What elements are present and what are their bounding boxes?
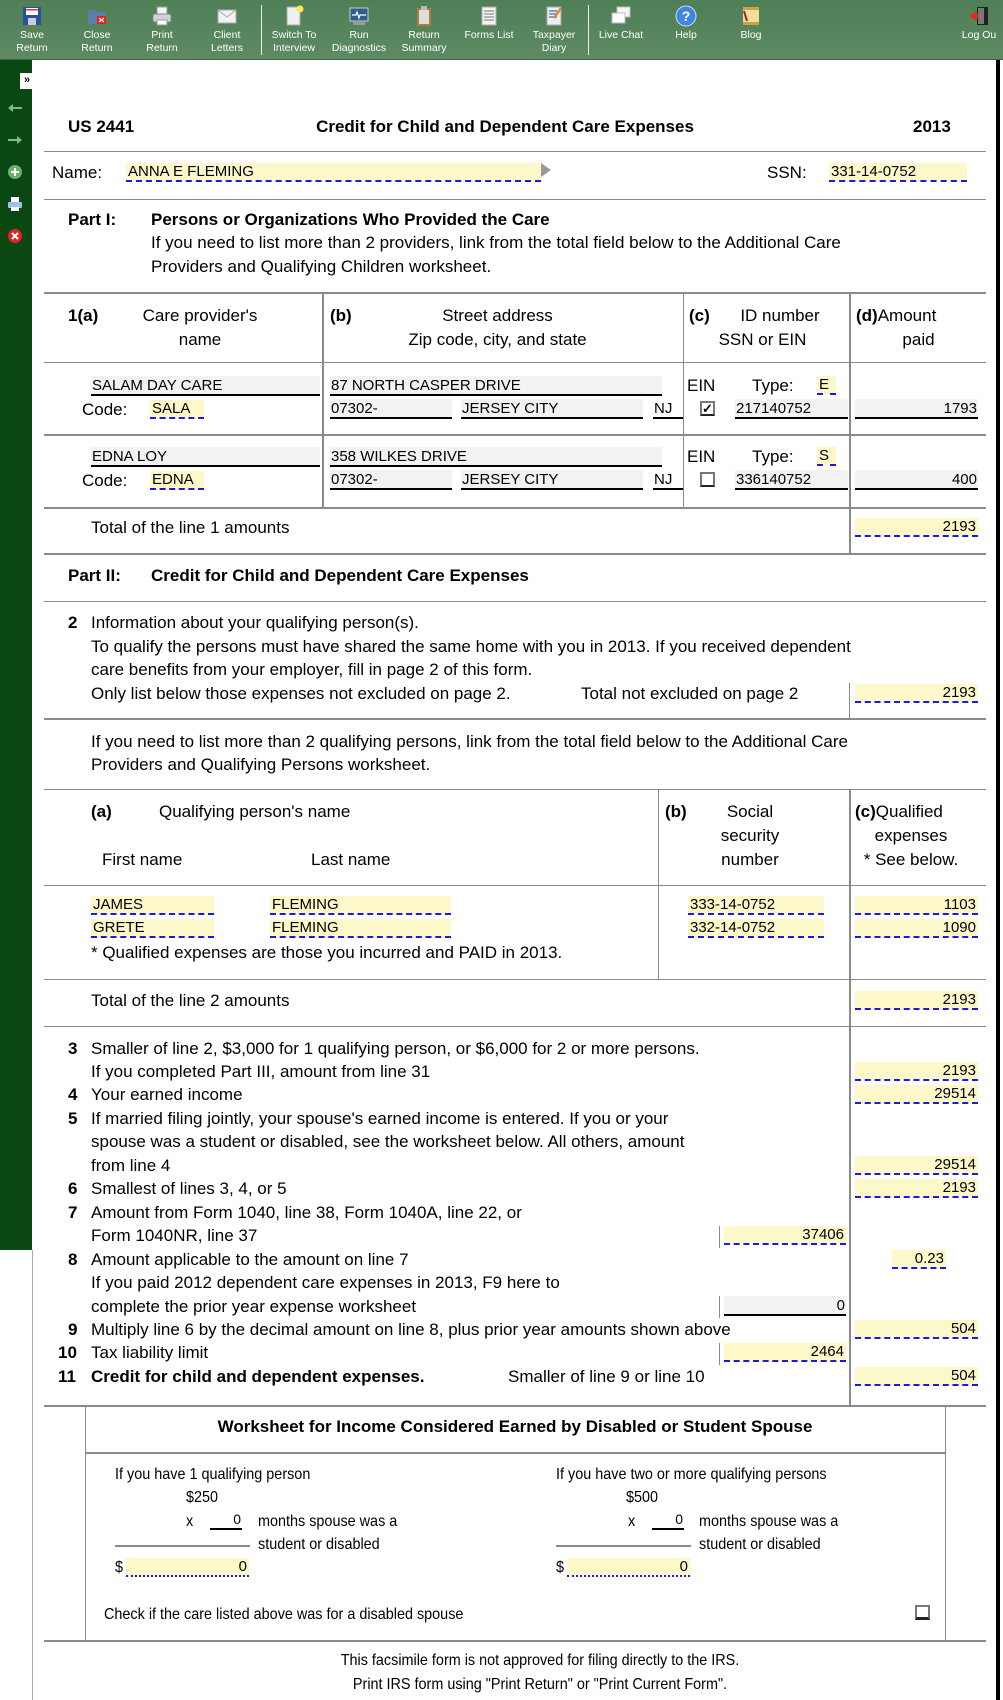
footer-disclaimer: This facsimile form is not approved for filing directly to the IRS. (340, 1652, 740, 1669)
line9-text: Multiply line 6 by the decimal amount on line 8, plus prior year amounts shown above (91, 1320, 731, 1339)
provider-name-field[interactable]: EDNA LOY (91, 447, 320, 467)
last-name-field[interactable]: FLEMING (270, 896, 451, 915)
line9-field[interactable]: 504 (855, 1320, 978, 1339)
type-label: Type: (752, 376, 794, 395)
underline (115, 1545, 250, 1547)
total-not-excluded-field[interactable]: 2193 (855, 684, 978, 703)
diary-icon (543, 5, 565, 27)
divider (44, 1026, 986, 1027)
worksheet-left-amount: $250 (186, 1489, 219, 1506)
line8-text: complete the prior year expense worksheet (91, 1297, 417, 1316)
multiply-label: x (186, 1513, 194, 1530)
months-label: months spouse was a (258, 1513, 398, 1530)
toolbar (0, 0, 1003, 60)
ssn-label: SSN: (767, 163, 807, 182)
zip-field[interactable]: 07302- (330, 470, 452, 490)
floppy-disk-icon (21, 5, 43, 27)
divider (44, 151, 986, 152)
worksheet-title: Worksheet for Income Considered Earned by Disabled or Student Spouse (217, 1417, 813, 1436)
scroll-icon (740, 5, 762, 27)
line-number: 11 (58, 1367, 76, 1386)
log-out-button[interactable]: Log Ou (954, 2, 1003, 58)
col-a-header: name (178, 330, 222, 349)
city-field[interactable]: JERSEY CITY (461, 399, 643, 419)
line2-number: 2 (68, 613, 78, 632)
line7-field[interactable]: 37406 (724, 1226, 846, 1245)
live-chat-button[interactable]: Live Chat (589, 2, 653, 58)
more-persons-note: If you need to list more than 2 qualifying persons, link from the total field below to the Additional Care (91, 732, 848, 751)
last-name-field[interactable]: FLEMING (270, 919, 451, 938)
col-c-header: expenses (874, 826, 948, 845)
worksheet-border (945, 1405, 946, 1640)
field-divider (719, 1343, 720, 1365)
disabled-spouse-checkbox[interactable] (915, 1605, 930, 1620)
divider (44, 553, 986, 555)
underline (556, 1545, 691, 1547)
months-label: student or disabled (258, 1536, 380, 1553)
line-number: 10 (58, 1343, 77, 1362)
col-b-header: Social (726, 802, 774, 821)
part1-note: If you need to list more than 2 providers, link from the total field below to the Additional Care (151, 233, 841, 252)
close-return-button[interactable]: Close Return (65, 2, 129, 58)
col-c-header: * See below. (863, 850, 959, 869)
taxpayer-ssn-field[interactable]: 331-14-0752 (829, 163, 967, 182)
street-field[interactable]: 87 NORTH CASPER DRIVE (330, 376, 662, 396)
divider (44, 292, 986, 294)
help-icon (675, 5, 697, 27)
qualified-expenses-field[interactable]: 1103 (855, 896, 978, 915)
form-title: Credit for Child and Dependent Care Expenses (316, 117, 694, 136)
part1-title: Persons or Organizations Who Provided the Care (151, 210, 550, 229)
line2-text: care benefits from your employer, fill in page 2 of this form. (91, 660, 533, 679)
line11-credit-field[interactable]: 504 (855, 1367, 978, 1386)
left-sidebar (0, 60, 32, 1250)
logout-door-icon (968, 5, 990, 27)
provider-name-field[interactable]: SALAM DAY CARE (91, 376, 320, 396)
col-c-number: (c) (689, 306, 710, 325)
divider (44, 789, 986, 790)
form-id: US 2441 (68, 117, 135, 136)
divider (44, 362, 986, 363)
ein-checkbox[interactable]: ✓ (700, 401, 715, 416)
collapse-toggle[interactable]: » (20, 73, 34, 89)
field-divider (719, 1226, 720, 1248)
divider (44, 718, 986, 720)
more-persons-note: Providers and Qualifying Persons worksheet. (91, 755, 431, 774)
line2-text: Information about your qualifying person(s). (91, 613, 419, 632)
worksheet-left-title: If you have 1 qualifying person (115, 1466, 311, 1483)
line-number: 3 (68, 1039, 78, 1058)
zip-field[interactable]: 07302- (330, 399, 452, 419)
ein-label: EIN (687, 447, 716, 466)
envelope-icon (216, 5, 238, 27)
add-form-icon[interactable] (6, 164, 24, 180)
first-name-field[interactable]: JAMES (91, 896, 214, 915)
line10-field[interactable]: 2464 (724, 1343, 846, 1362)
line4-field[interactable]: 29514 (855, 1085, 978, 1104)
col-b-header: number (721, 850, 779, 869)
divider (44, 885, 986, 886)
col-b-number: (b) (665, 802, 687, 821)
taxpayer-diary-button[interactable]: Taxpayer Diary (522, 2, 586, 58)
ein-label: EIN (687, 376, 716, 395)
part2-label: Part II: (68, 566, 121, 585)
col-d-header: paid (902, 330, 935, 349)
column-divider (849, 683, 850, 718)
divider (44, 601, 986, 602)
street-field[interactable]: 358 WILKES DRIVE (330, 447, 662, 467)
divider (44, 979, 986, 980)
print-form-icon[interactable] (6, 196, 24, 212)
provider-code-field[interactable]: SALA (150, 400, 204, 419)
line8-decimal-field[interactable]: 0.23 (892, 1250, 946, 1269)
line11-text: Credit for child and dependent expenses. (91, 1367, 425, 1386)
city-field[interactable]: JERSEY CITY (461, 470, 643, 490)
id-number-field[interactable]: 217140752 (735, 399, 848, 419)
part1-label: Part I: (68, 210, 117, 229)
line8-text: Amount applicable to the amount on line 7 (91, 1250, 409, 1269)
worksheet-right-amount: $500 (626, 1489, 659, 1506)
column-divider (849, 789, 851, 1026)
list-icon (478, 5, 500, 27)
dollar-label: $ (115, 1559, 124, 1576)
line2-total-label: Total of the line 2 amounts (91, 991, 290, 1010)
line11-text: Smaller of line 9 or line 10 (508, 1367, 705, 1386)
scrollbar-edge (996, 60, 1000, 1700)
id-type-field[interactable]: E (817, 376, 836, 395)
ein-checkbox[interactable] (700, 472, 715, 487)
person-ssn-field[interactable]: 332-14-0752 (688, 919, 824, 938)
forward-arrow-icon[interactable] (6, 132, 24, 148)
col-a-number: 1(a) (68, 306, 99, 325)
line2-text: Only list below those expenses not excluded on page 2. (91, 684, 511, 703)
printer-icon (151, 5, 173, 27)
line-number: 7 (68, 1203, 78, 1222)
line7-text: Form 1040NR, line 37 (91, 1226, 258, 1245)
line7-text: Amount from Form 1040, line 38, Form 1040A, line 22, or (91, 1203, 522, 1222)
type-label: Type: (752, 447, 794, 466)
switch-to-interview-button[interactable]: Switch To Interview (262, 2, 326, 58)
part1-note: Providers and Qualifying Children worksheet. (151, 257, 492, 276)
footnote: * Qualified expenses are those you incurred and PAID in 2013. (91, 943, 563, 962)
line2-text: To qualify the persons must have shared the same home with you in 2013. If you received dependent (91, 637, 851, 656)
line-number: 4 (68, 1085, 78, 1104)
id-number-field[interactable]: 336140752 (735, 470, 848, 490)
footer-disclaimer: Print IRS form using "Print Return" or "Print Current Form". (352, 1676, 728, 1693)
taxpayer-name-field[interactable]: ANNA E FLEMING (126, 163, 541, 182)
multiply-label: x (628, 1513, 636, 1530)
months-label: months spouse was a (699, 1513, 839, 1530)
first-name-field[interactable]: GRETE (91, 919, 214, 938)
line1-total-label: Total of the line 1 amounts (91, 518, 290, 537)
line1-total-field[interactable]: 2193 (855, 518, 978, 537)
column-divider (322, 292, 324, 507)
last-name-header: Last name (311, 850, 391, 869)
line-number: 5 (68, 1109, 78, 1128)
monitor-icon (348, 5, 370, 27)
left-result-field[interactable]: 0 (126, 1558, 249, 1577)
line5-field[interactable]: 29514 (855, 1156, 978, 1175)
delete-form-icon[interactable] (6, 228, 24, 244)
divider (44, 1405, 986, 1407)
line-number: 6 (68, 1179, 78, 1198)
divider (44, 507, 986, 509)
first-name-header: First name (102, 850, 183, 869)
state-field[interactable]: NJ (653, 470, 683, 490)
clipboard-icon (413, 5, 435, 27)
page-left-edge (32, 1250, 33, 1700)
forms-list-button[interactable]: Forms List (457, 2, 521, 58)
divider (44, 434, 986, 436)
right-months-field[interactable]: 0 (652, 1510, 684, 1530)
link-arrow-icon[interactable] (541, 163, 551, 177)
save-return-button[interactable]: Save Return (0, 2, 64, 58)
line6-field[interactable]: 2193 (855, 1179, 978, 1198)
right-result-field[interactable]: 0 (567, 1558, 690, 1577)
line10-text: Tax liability limit (91, 1343, 209, 1362)
col-b-header: Zip code, city, and state (408, 330, 587, 349)
line4-text: Your earned income (91, 1085, 243, 1104)
back-arrow-icon[interactable] (6, 100, 24, 116)
svg-text:?: ? (681, 8, 691, 24)
col-a-number: (a) (91, 802, 112, 821)
qualified-expenses-field[interactable]: 1090 (855, 919, 978, 938)
close-folder-icon (86, 5, 108, 27)
col-c-header: (c)Qualified (855, 802, 943, 821)
line5-text: If married filing jointly, your spouse's earned income is entered. If you or your (91, 1109, 669, 1128)
column-divider (849, 1026, 851, 1406)
run-diagnostics-button[interactable]: Run Diagnostics (327, 2, 391, 58)
amount-paid-field[interactable]: 1793 (855, 399, 978, 419)
dollar-label: $ (556, 1559, 565, 1576)
line2-total-label: Total not excluded on page 2 (581, 684, 799, 703)
field-divider (719, 1296, 720, 1318)
disabled-spouse-label: Check if the care listed above was for a disabled spouse (104, 1606, 464, 1623)
name-label: Name: (52, 163, 103, 182)
blog-button[interactable]: Blog (719, 2, 783, 58)
code-label: Code: (82, 471, 128, 490)
line3-field[interactable]: 2193 (855, 1062, 978, 1081)
column-divider (658, 789, 659, 979)
col-b-number: (b) (330, 306, 352, 325)
worksheet-border (85, 1405, 86, 1640)
id-type-field[interactable]: S (817, 447, 836, 466)
line3-text: If you completed Part III, amount from line 31 (91, 1062, 431, 1081)
help-button[interactable]: ? Help (654, 2, 718, 58)
col-b-header: security (720, 826, 780, 845)
line5-text: from line 4 (91, 1156, 171, 1175)
col-a-header: Care provider's (142, 306, 258, 325)
form-year: 2013 (913, 117, 951, 136)
line3-text: Smaller of line 2, $3,000 for 1 qualifying person, or $6,000 for 2 or more persons. (91, 1039, 700, 1058)
worksheet-right-title: If you have two or more qualifying persons (556, 1466, 827, 1483)
column-divider (683, 292, 684, 507)
line5-text: spouse was a student or disabled, see the worksheet below. All others, amount (91, 1132, 685, 1151)
print-return-button[interactable]: Print Return (130, 2, 194, 58)
line2-total-field[interactable]: 2193 (855, 991, 978, 1010)
divider (44, 199, 986, 200)
col-d-header: (d)Amount (856, 306, 937, 325)
months-label: student or disabled (699, 1536, 821, 1553)
line8-text: If you paid 2012 dependent care expenses in 2013, F9 here to (91, 1273, 560, 1292)
person-ssn-field[interactable]: 333-14-0752 (688, 896, 824, 915)
amount-paid-field[interactable]: 400 (855, 470, 978, 490)
divider (85, 1452, 945, 1454)
divider (44, 1640, 986, 1642)
prior-year-expense-field[interactable]: 0 (724, 1296, 846, 1316)
provider-code-field[interactable]: EDNA (150, 471, 204, 490)
col-b-header: Street address (442, 306, 553, 325)
client-letters-button[interactable]: Client Letters (195, 2, 259, 58)
line-number: 8 (68, 1250, 78, 1269)
part2-title: Credit for Child and Dependent Care Expenses (151, 566, 529, 585)
interview-icon (283, 5, 305, 27)
left-months-field[interactable]: 0 (210, 1510, 242, 1530)
line-number: 9 (68, 1320, 78, 1339)
return-summary-button[interactable]: Return Summary (392, 2, 456, 58)
col-a-header: Qualifying person's name (159, 802, 351, 821)
chat-icon (610, 5, 632, 27)
col-c-header: ID number (740, 306, 820, 325)
line6-text: Smallest of lines 3, 4, or 5 (91, 1179, 287, 1198)
code-label: Code: (82, 400, 128, 419)
column-divider (849, 292, 851, 554)
state-field[interactable]: NJ (653, 399, 683, 419)
col-c-header: SSN or EIN (718, 330, 807, 349)
